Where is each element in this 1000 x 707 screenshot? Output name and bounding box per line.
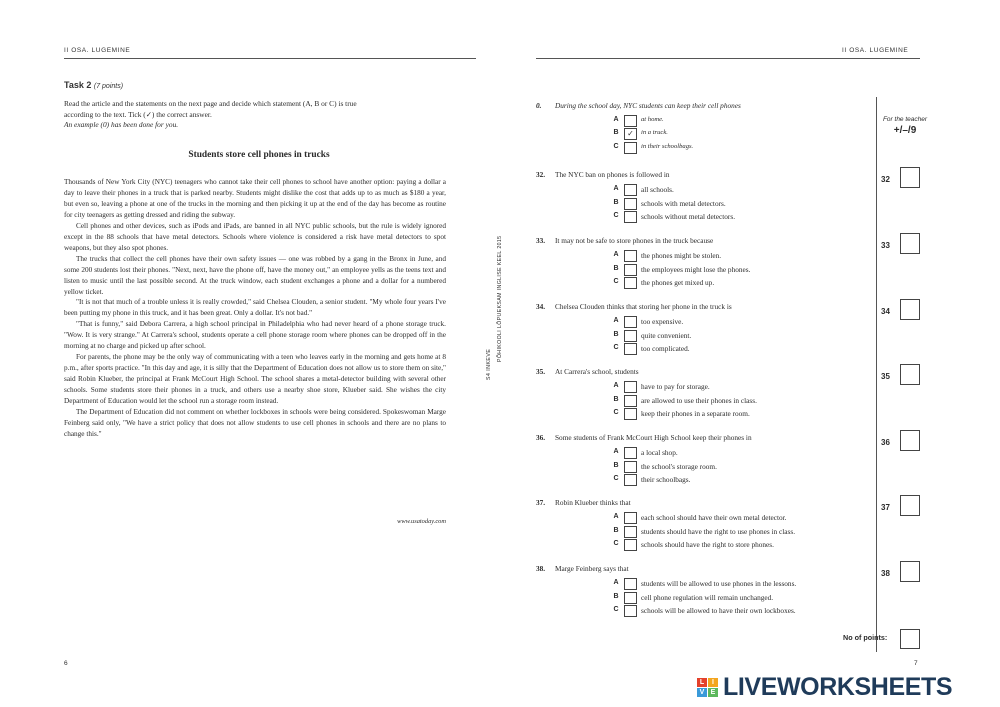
option-text: schools should have the right to store phones. bbox=[641, 540, 774, 549]
answer-checkbox[interactable] bbox=[624, 343, 637, 355]
answer-checkbox[interactable] bbox=[624, 408, 637, 420]
question-text: The NYC ban on phones is followed in bbox=[555, 170, 670, 179]
option-text: in their schoolbags. bbox=[641, 143, 694, 150]
option-text: schools without metal detectors. bbox=[641, 212, 736, 221]
teacher-score-box[interactable] bbox=[900, 167, 920, 188]
answer-checkbox[interactable] bbox=[624, 447, 637, 459]
option-letter: A bbox=[613, 116, 619, 123]
question-number: 35. bbox=[536, 367, 546, 376]
answer-checkbox[interactable] bbox=[624, 184, 637, 196]
question-number: 32. bbox=[536, 170, 546, 179]
score-label-38: 38 bbox=[881, 569, 890, 578]
question-text: Chelsea Clouden thinks that storing her phone in the truck is bbox=[555, 302, 732, 311]
answer-checkbox[interactable] bbox=[624, 277, 637, 289]
option-letter: B bbox=[613, 592, 619, 600]
score-label-36: 36 bbox=[881, 438, 890, 447]
answer-checkbox[interactable] bbox=[624, 330, 637, 342]
answer-checkbox[interactable] bbox=[624, 395, 637, 407]
score-label-32: 32 bbox=[881, 175, 890, 184]
teacher-marks: +/–/9 bbox=[893, 124, 917, 136]
question-number: 34. bbox=[536, 302, 546, 311]
question-stem bbox=[536, 564, 629, 573]
teacher-score-box[interactable] bbox=[900, 233, 920, 254]
article-paragraph: The trucks that collect the cell phones have their own safety issues — one was robbed by a gang in the Bronx in June, and some 200 students lost their phones. "Next, next, have the phone off, have the money out," an employee yells as the teens text and listen to music until the last possible second. At the truck window, each student exchanges a phone and a dollar for a numbered yellow ticket. bbox=[64, 254, 446, 296]
question-text: Robin Klueber thinks that bbox=[555, 498, 631, 507]
option-letter: A bbox=[613, 317, 619, 324]
question-stem bbox=[536, 236, 713, 245]
instruction-line-2: according to the text. Tick (✓) the correct answer. bbox=[64, 109, 212, 119]
page-number-right: 7 bbox=[914, 660, 918, 667]
option-text: the phones might be stolen. bbox=[641, 251, 722, 260]
question-text: During the school day, NYC students can keep their cell phones bbox=[555, 101, 741, 110]
article-title: Students store cell phones in trucks bbox=[188, 150, 330, 160]
question-number: 36. bbox=[536, 433, 546, 442]
answer-checkbox[interactable] bbox=[624, 539, 637, 551]
option-letter: B bbox=[613, 129, 619, 136]
answer-checkbox[interactable] bbox=[624, 316, 637, 328]
question-stem bbox=[536, 101, 741, 110]
logo-letter: E bbox=[708, 688, 718, 697]
option-letter: A bbox=[613, 251, 619, 258]
option-letter: B bbox=[613, 264, 619, 272]
option-text: cell phone regulation will remain unchanged. bbox=[641, 592, 774, 602]
logo-letter: L bbox=[697, 678, 707, 687]
article-paragraph: The Department of Education did not comment on whether lockboxes in schools were being considered. Spokeswoman Marge Feinberg said only, "We have a strict policy that does not allow students to use cell phones in schools and there are no plans to change this." bbox=[64, 408, 446, 438]
answer-checkbox[interactable] bbox=[624, 461, 637, 473]
question-number: 33. bbox=[536, 236, 546, 245]
score-label-34: 34 bbox=[881, 307, 890, 316]
option-text: all schools. bbox=[641, 185, 674, 194]
header-divider-right bbox=[536, 58, 920, 59]
option-letter: C bbox=[613, 143, 619, 150]
question-text: Some students of Frank McCourt High School keep their phones in bbox=[555, 433, 752, 442]
option-letter: B bbox=[613, 395, 619, 403]
option-letter: C bbox=[613, 344, 619, 351]
answer-checkbox[interactable] bbox=[624, 605, 637, 617]
option-letter: C bbox=[613, 409, 619, 416]
answer-checkbox[interactable] bbox=[624, 512, 637, 524]
task-title bbox=[64, 80, 123, 90]
answer-checkbox[interactable] bbox=[624, 592, 637, 604]
option-text: in a truck. bbox=[641, 129, 668, 136]
answer-checkbox[interactable] bbox=[624, 381, 637, 393]
option-text: each school should have their own metal detector. bbox=[641, 513, 787, 522]
question-stem bbox=[536, 302, 732, 311]
option-text: students should have the right to use phones in class. bbox=[641, 526, 796, 536]
teacher-column-divider bbox=[876, 97, 877, 652]
option-letter: C bbox=[613, 606, 619, 613]
teacher-score-box[interactable] bbox=[900, 495, 920, 516]
option-text: at home. bbox=[641, 116, 664, 123]
option-text: the phones get mixed up. bbox=[641, 278, 715, 287]
article-paragraph: Thousands of New York City (NYC) teenagers who cannot take their cell phones to school have another option: paying a dollar a day to leave their phones in a truck that is parked nearby. Students might dislike the cost that adds up to as much as $180 a year, but even so, leaving a phone at one of the trucks in the morning and then picking it up at the end of the day has become as routine for city teenagers as getting dressed and riding the subway. bbox=[64, 178, 446, 219]
option-text: the employees might lose the phones. bbox=[641, 264, 751, 274]
answer-checkbox-checked[interactable]: ✓ bbox=[624, 128, 637, 140]
article-paragraph: "It is not that much of a trouble unless it is really crowded," said Chelsea Clouden, a senior student. "My whole four years I've been putting my phone in this truck, and it has been great. Only a dollar. It's not bad." bbox=[64, 298, 446, 318]
article-body bbox=[64, 177, 446, 440]
logo-mark-icon bbox=[697, 678, 719, 698]
option-letter: C bbox=[613, 540, 619, 547]
teacher-score-box[interactable] bbox=[900, 299, 920, 320]
header-divider-left bbox=[64, 58, 476, 59]
option-letter: A bbox=[613, 448, 619, 455]
answer-checkbox[interactable] bbox=[624, 115, 637, 127]
option-letter: B bbox=[613, 461, 619, 469]
article-paragraph: For parents, the phone may be the only way of communicating with a teen who leaves early in the morning and gets home at 8 p.m., after sports practice. "In this day and age, it is silly that the Department of Education does not allow us to store them on site," said Robin Klueber, the principal at Frank McCourt High School. The school shares a metal-detector building with several other schools. Some students store their phones in a truck, and others use a nearby shoe store, Klueber said. She wishes the city Department of Education would let the school run a storage room instead. bbox=[64, 353, 446, 406]
answer-checkbox[interactable] bbox=[624, 474, 637, 486]
option-text: their schoolbags. bbox=[641, 475, 691, 484]
question-text: It may not be safe to store phones in the truck because bbox=[555, 236, 714, 245]
question-stem bbox=[536, 433, 752, 442]
header-left: II OSA. LUGEMINE bbox=[64, 47, 131, 54]
option-text: schools will be allowed to have their own lockboxes. bbox=[641, 606, 796, 615]
logo-letter: V bbox=[697, 688, 707, 697]
option-letter: C bbox=[613, 475, 619, 482]
option-letter: A bbox=[613, 513, 619, 520]
option-text: too complicated. bbox=[641, 344, 690, 353]
example-note: An example (0) has been done for you. bbox=[64, 120, 179, 129]
answer-checkbox[interactable] bbox=[624, 264, 637, 276]
page-number-left: 6 bbox=[64, 660, 68, 667]
option-text: schools with metal detectors. bbox=[641, 198, 726, 208]
spine-text: PÕHIKOOLI LÕPUEKSAM INGLISE KEEL 2015 bbox=[497, 235, 503, 362]
answer-checkbox[interactable] bbox=[624, 526, 637, 538]
question-text: Marge Feinberg says that bbox=[555, 564, 629, 573]
question-stem bbox=[536, 498, 631, 507]
answer-checkbox[interactable] bbox=[624, 211, 637, 223]
answer-checkbox[interactable] bbox=[624, 250, 637, 262]
option-text: students will be allowed to use phones in the lessons. bbox=[641, 579, 797, 588]
answer-checkbox[interactable] bbox=[624, 198, 637, 210]
option-letter: C bbox=[613, 212, 619, 219]
option-text: the school's storage room. bbox=[641, 461, 717, 471]
article-source: www.usatoday.com bbox=[397, 518, 446, 525]
teacher-column-header bbox=[881, 116, 929, 134]
teacher-score-box[interactable] bbox=[900, 561, 920, 582]
answer-checkbox[interactable] bbox=[624, 578, 637, 590]
option-text: keep their phones in a separate room. bbox=[641, 409, 750, 418]
task-instructions bbox=[64, 99, 454, 131]
task-title-text: Task 2 bbox=[64, 80, 92, 90]
teacher-score-box[interactable] bbox=[900, 364, 920, 385]
option-letter: B bbox=[613, 330, 619, 338]
option-letter: A bbox=[613, 185, 619, 192]
teacher-score-box[interactable] bbox=[900, 430, 920, 451]
question-text: At Carrera's school, students bbox=[555, 367, 639, 376]
question-stem bbox=[536, 170, 670, 179]
score-label-35: 35 bbox=[881, 372, 890, 381]
answer-checkbox[interactable] bbox=[624, 142, 637, 154]
total-points-box[interactable] bbox=[900, 629, 920, 649]
teacher-label: For the teacher bbox=[882, 116, 928, 123]
total-points-label: No of points: bbox=[843, 633, 888, 642]
brand-name: LIVEWORKSHEETS bbox=[723, 673, 953, 701]
question-number: 37. bbox=[536, 498, 546, 507]
score-label-33: 33 bbox=[881, 241, 890, 250]
header-right: II OSA. LUGEMINE bbox=[842, 47, 909, 54]
question-stem bbox=[536, 367, 639, 376]
option-text: have to pay for storage. bbox=[641, 382, 710, 391]
spine-code: S4 INKEVE bbox=[486, 348, 492, 380]
option-letter: A bbox=[613, 382, 619, 389]
question-number: 0. bbox=[536, 101, 542, 110]
article-paragraph: Cell phones and other devices, such as iPods and iPads, are banned in all NYC public schools, but the rule is widely ignored except in the 88 schools that have metal detectors. Schools where violence is considered a risk have metal detectors to spot weapons, but they also spot phones. bbox=[64, 221, 446, 252]
option-text: a local shop. bbox=[641, 448, 678, 457]
option-letter: B bbox=[613, 198, 619, 206]
logo-letter: I bbox=[708, 678, 718, 687]
option-letter: A bbox=[613, 579, 619, 586]
task-points: (7 points) bbox=[93, 83, 124, 90]
option-text: are allowed to use their phones in class. bbox=[641, 395, 757, 405]
score-label-37: 37 bbox=[881, 503, 890, 512]
instruction-line-1: Read the article and the statements on the next page and decide which statement (A, B or C) is true bbox=[64, 99, 357, 108]
option-text: quite convenient. bbox=[641, 330, 692, 340]
option-letter: C bbox=[613, 278, 619, 285]
question-number: 38. bbox=[536, 564, 546, 573]
option-text: too expensive. bbox=[641, 317, 684, 326]
article-paragraph: "That is funny," said Debora Carrera, a high school principal in Philadelphia who had never heard of a phone storage truck. "Wow. It is very strange." At Carrera's school, students operate a cell phone storage room where phones can be dropped off in the morning at no charge and picked up after school. bbox=[64, 320, 446, 351]
option-letter: B bbox=[613, 526, 619, 534]
